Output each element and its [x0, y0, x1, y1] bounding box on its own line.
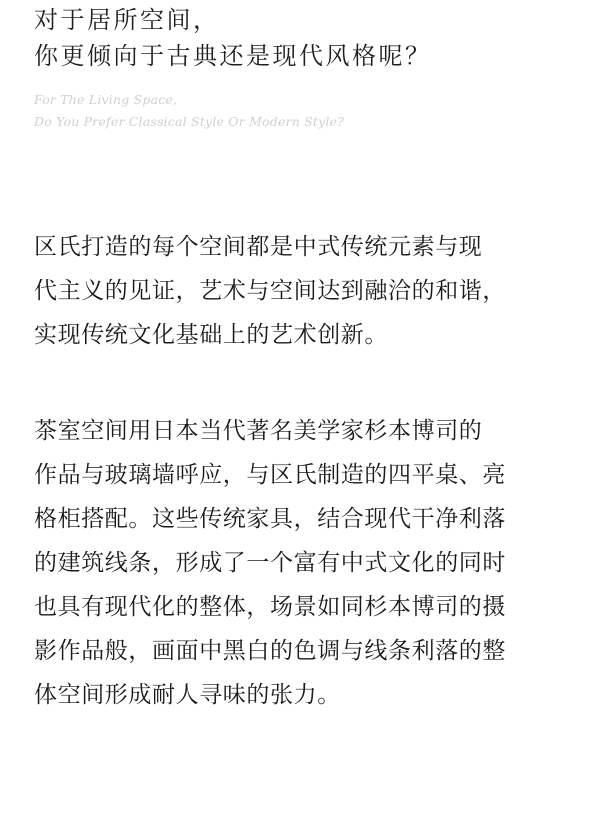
paragraph-1 [34, 225, 586, 357]
paragraph-1-line-1: 区氏打造的每个空间都是中式传统元素与现 [34, 234, 483, 260]
article-heading [34, 2, 584, 74]
paragraph-2-line-5: 也具有现代化的整体，场景如同杉本博司的摄 [34, 594, 506, 620]
paragraph-2-line-1: 茶室空间用日本当代著名美学家杉本博司的 [34, 418, 483, 444]
subtitle-line-1: For The Living Space, [34, 92, 178, 107]
paragraph-2-line-7: 体空间形成耐人寻味的张力。 [34, 682, 341, 708]
paragraph-2-line-2: 作品与玻璃墙呼应，与区氏制造的四平桌、亮 [34, 462, 506, 488]
paragraph-2-line-6: 影作品般，画面中黑白的色调与线条利落的整 [34, 638, 506, 664]
heading-line-1: 对于居所空间， [34, 6, 220, 34]
paragraph-2-line-3: 格柜搭配。这些传统家具，结合现代干净利落 [34, 506, 506, 532]
paragraph-2-line-4: 的建筑线条，形成了一个富有中式文化的同时 [34, 550, 506, 576]
paragraph-1-line-2: 代主义的见证，艺术与空间达到融洽的和谐， [34, 278, 506, 304]
paragraph-1-line-3: 实现传统文化基础上的艺术创新。 [34, 322, 388, 348]
english-subtitle [34, 89, 574, 133]
paragraph-2 [34, 409, 586, 717]
heading-line-2: 你更倾向于古典还是现代风格呢？ [34, 42, 432, 70]
subtitle-line-2: Do You Prefer Classical Style Or Modern Style? [34, 114, 345, 129]
